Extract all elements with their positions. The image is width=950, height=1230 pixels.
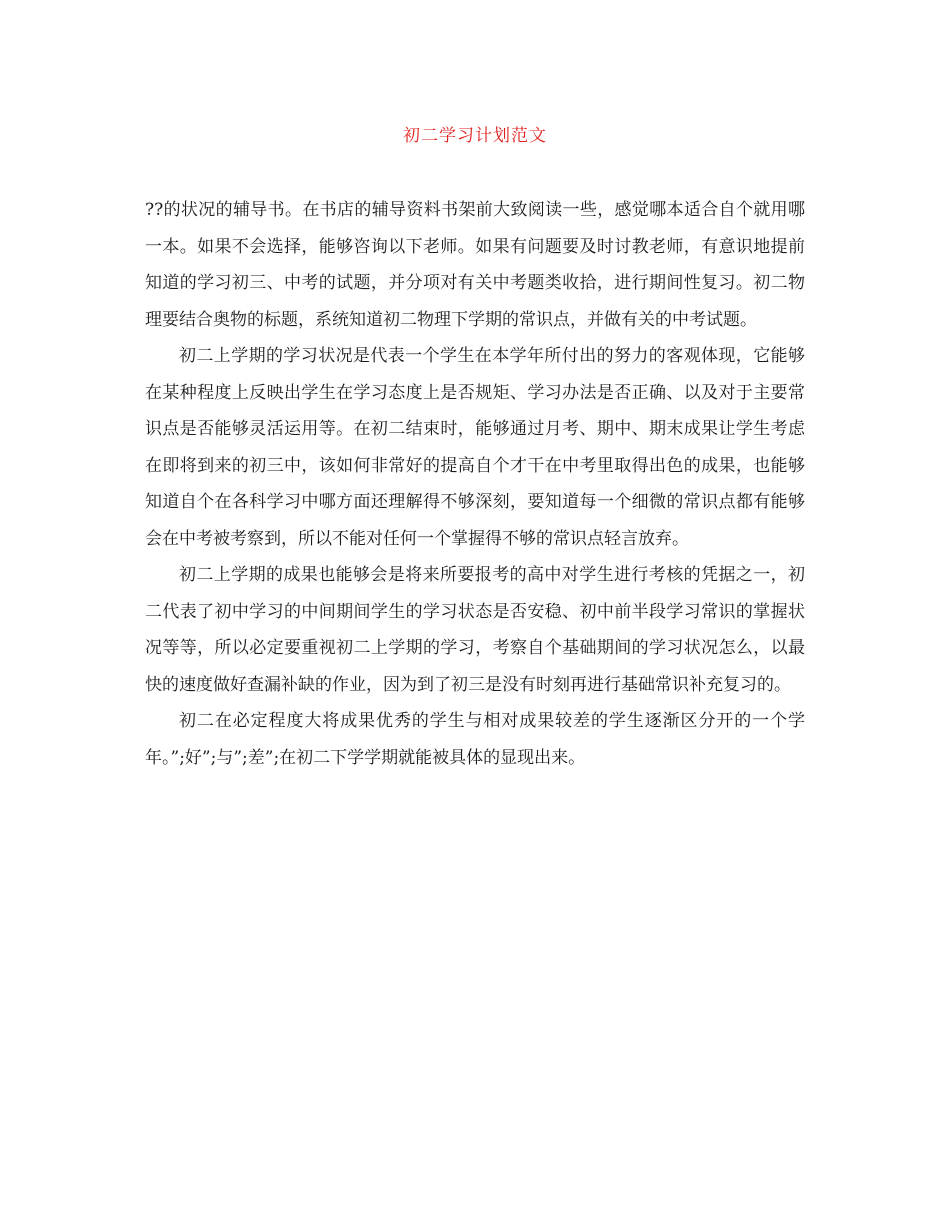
paragraph-3: 初二上学期的成果也能够会是将来所要报考的高中对学生进行考核的凭据之一，初二代表了初中学习的中间期间学生的学习状态是否安稳、初中前半段学习常识的掌握状况等等，所以必定要重视初二上学期的学习，考察自个基础期间的学习状况怎么，以最快的速度做好查漏补缺的作业，因为到了初三是没有时刻再进行基础常识补充复习的。 [145, 565, 805, 695]
document-title: 初二学习计划范文 [403, 126, 547, 146]
paragraph-1: ??的状况的辅导书。在书店的辅导资料书架前大致阅读一些，感觉哪本适合自个就用哪一本。如果不会选择，能够咨询以下老师。如果有问题要及时讨教老师，有意识地提前知道的学习初三、中考的试题，并分项对有关中考题类收拾，进行期间性复习。初二物理要结合奥物的标题，系统知道初二物理下学期的常识点，并做有关的中考试题。 [145, 200, 805, 330]
paragraph-4: 初二在必定程度大将成果优秀的学生与相对成果较差的学生逐渐区分开的一个学年。”;好”;与”;差”;在初二下学学期就能被具体的显现出来。 [145, 711, 805, 768]
document-body [145, 192, 805, 776]
paragraph-2: 初二上学期的学习状况是代表一个学生在本学年所付出的努力的客观体现，它能够在某种程度上反映出学生在学习态度上是否规矩、学习办法是否正确、以及对于主要常识点是否能够灵活运用等。在初二结束时，能够通过月考、期中、期末成果让学生考虑在即将到来的初三中，该如何非常好的提高自个才干在中考里取得出色的成果，也能够知道自个在各科学习中哪方面还理解得不够深刻，要知道每一个细微的常识点都有能够会在中考被考察到，所以不能对任何一个掌握得不够的常识点轻言放弃。 [145, 346, 805, 549]
